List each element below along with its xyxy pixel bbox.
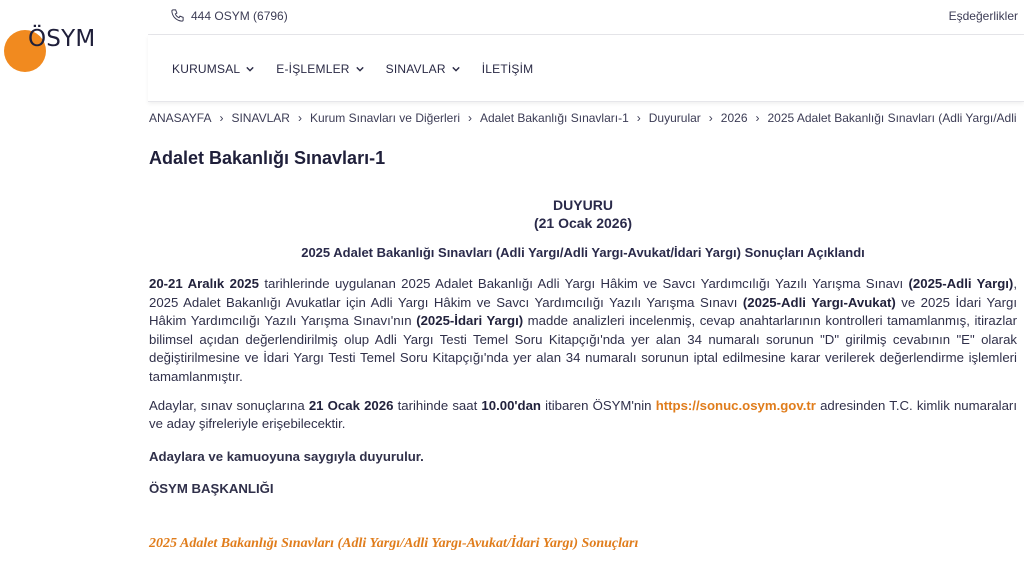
announcement-date: (21 Ocak 2026) bbox=[533, 215, 633, 231]
text-span: madde analizleri incelenmiş, cevap anahtarlarının kontrolleri tamamlanmış, itirazlar bilimsel açıdan değerlendirilmiş olup Adli Yargı Testi Temel Soru Kitapçığı'nda yer alan 34 numaralı sorunun "D" girilmiş cevabının "E" olarak değiştirilmesine ve İdari Yargı Testi Temel Soru Kitapçığı'nda yer alan 34 numaralı sorunun iptal edilmesine karar verilerek değerlendirme işlemleri tamamlanmıştır. bbox=[149, 313, 1017, 384]
chevron-down-icon bbox=[356, 65, 364, 73]
top-bar bbox=[148, 0, 1024, 35]
breadcrumb-item-institution-exams[interactable]: Kurum Sınavları ve Diğerleri bbox=[309, 111, 460, 125]
chevron-right-icon: › bbox=[297, 111, 302, 125]
results-link[interactable]: 2025 Adalet Bakanlığı Sınavları (Adli Yargı/Adli Yargı-Avukat/İdari Yargı) Sonuçları bbox=[149, 536, 639, 551]
chevron-right-icon: › bbox=[708, 111, 713, 125]
announcement-headline: 2025 Adalet Bakanlığı Sınavları (Adli Yargı/Adli Yargı-Avukat/İdari Yargı) Sonuçları Açıklandı bbox=[301, 245, 865, 260]
phone-icon bbox=[170, 8, 185, 23]
breadcrumb-item-exams[interactable]: SINAVLAR bbox=[231, 111, 290, 125]
logo-text: ÖSYM bbox=[28, 26, 96, 52]
equivalences-link[interactable]: Eşdeğerlikler bbox=[948, 9, 1018, 23]
paragraph-access-info bbox=[149, 397, 1017, 434]
chevron-down-icon bbox=[246, 65, 254, 73]
nav-item-e-islemler[interactable] bbox=[276, 62, 363, 76]
breadcrumb bbox=[149, 111, 1017, 125]
text-span: , 2025 Adalet Bakanlığı Avukatlar için Adli Yargı Hâkim ve Savcı Yardımcılığı Yazılı Yarışma Sınavı bbox=[149, 276, 1018, 310]
nav-item-label: İLETİŞİM bbox=[481, 62, 534, 76]
exam-dates: 20-21 Aralık 2025 bbox=[149, 276, 259, 291]
result-date: 21 Ocak 2026 bbox=[308, 397, 394, 413]
text-span: tarihinde saat bbox=[393, 397, 482, 413]
chevron-right-icon: › bbox=[219, 111, 224, 125]
paragraph-results-info bbox=[149, 275, 1017, 387]
closing-line: Adaylara ve kamuoyuna saygıyla duyurulur. bbox=[149, 448, 424, 464]
signature: ÖSYM BAŞKANLIĞI bbox=[149, 481, 274, 497]
result-time: 10.00'dan bbox=[481, 397, 541, 413]
osym-logo[interactable] bbox=[2, 26, 112, 74]
text-span: itibaren ÖSYM'nin bbox=[541, 397, 656, 413]
exam-code-adli: (2025-Adli Yargı) bbox=[908, 276, 1014, 291]
announcement-label: DUYURU bbox=[553, 197, 613, 213]
announcement-body bbox=[149, 196, 1017, 499]
nav-item-label: SINAVLAR bbox=[385, 62, 446, 76]
text-span: Adaylar, sınav sonuçlarına bbox=[149, 397, 309, 413]
page-title: Adalet Bakanlığı Sınavları-1 bbox=[149, 148, 386, 168]
breadcrumb-item-year[interactable]: 2026 bbox=[720, 111, 748, 125]
results-site-link[interactable]: https://sonuc.osym.gov.tr bbox=[655, 397, 816, 413]
breadcrumb-item-announcements[interactable]: Duyurular bbox=[648, 111, 701, 125]
phone-number: 444 OSYM (6796) bbox=[191, 8, 288, 23]
breadcrumb-item-home[interactable]: ANASAYFA bbox=[149, 111, 212, 125]
text-span: tarihlerinde uygulanan 2025 Adalet Bakanlığı Adli Yargı Hâkim ve Savcı Yardımcılığı Yazılı Yarışma Sınavı bbox=[258, 276, 909, 291]
nav-item-label: KURUMSAL bbox=[172, 62, 241, 76]
chevron-right-icon: › bbox=[755, 111, 760, 125]
text-span: ve 2025 İdari Yargı Hâkim Yardımcılığı Yazılı Yarışma Sınavı'nın bbox=[149, 294, 1017, 329]
chevron-right-icon: › bbox=[468, 111, 472, 125]
chevron-right-icon: › bbox=[636, 111, 641, 125]
exam-code-idari: (2025-İdari Yargı) bbox=[416, 313, 524, 329]
nav-item-label: E-İŞLEMLER bbox=[276, 62, 350, 76]
nav-item-iletisim[interactable] bbox=[482, 62, 534, 76]
phone-contact[interactable] bbox=[170, 8, 288, 23]
exam-code-avukat: (2025-Adli Yargı-Avukat) bbox=[742, 294, 896, 310]
breadcrumb-item-justice-exams[interactable]: Adalet Bakanlığı Sınavları-1 bbox=[480, 111, 629, 125]
chevron-down-icon bbox=[452, 65, 460, 73]
text-span: adresinden T.C. kimlik numaraları ve aday şifreleriyle erişebilecektir. bbox=[149, 397, 1017, 432]
main-nav bbox=[148, 35, 1024, 102]
nav-item-sinavlar[interactable] bbox=[386, 62, 460, 76]
nav-item-kurumsal[interactable] bbox=[172, 62, 254, 76]
breadcrumb-item-current: 2025 Adalet Bakanlığı Sınavları (Adli Yargı/Adli bbox=[767, 111, 1017, 125]
